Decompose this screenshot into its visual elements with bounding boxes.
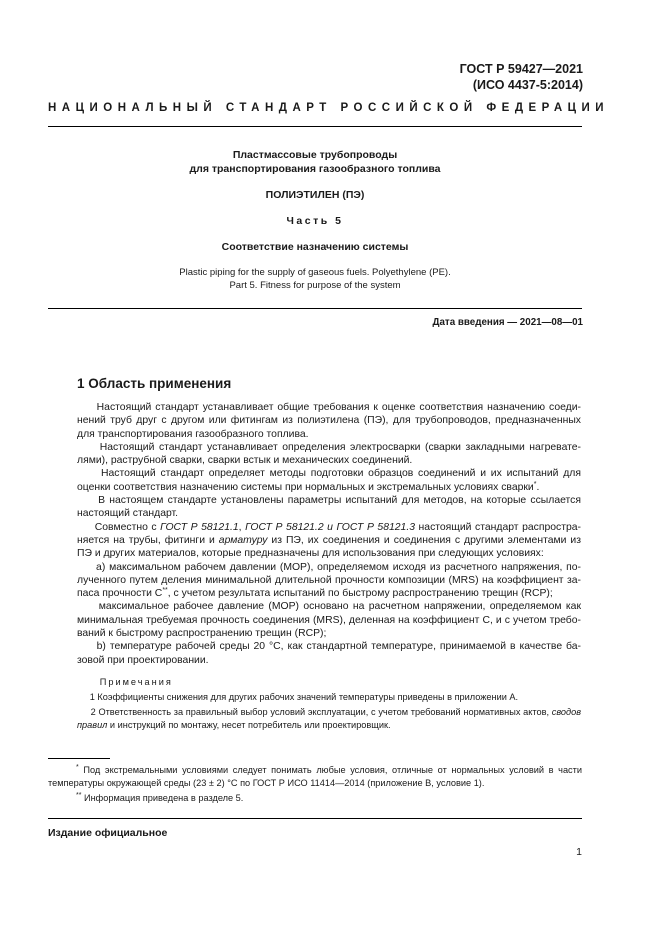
- english-title-line-2: Part 5. Fitness for purpose of the system: [229, 280, 401, 291]
- section-heading: 1 Область применения: [77, 376, 232, 391]
- paragraph-condition-a: а) максимальном рабочем давлении (МОР), определяемом исходя из расчетного напряжения, по-лученного путем деления минимальной длительной прочности композиции (MRS) на коэффициент за-паса прочности С**, с учетом результата испытаний по быстрому распространению трещин (RCP);: [77, 561, 582, 600]
- paragraph-5: Совместно с ГОСТ Р 58121.1, ГОСТ Р 58121.2 и ГОСТ Р 58121.3 настоящий стандарт распростра-няется на трубы, фитинги и арматуру из ПЭ, их соединения и соединения с другими элементами из ПЭ и других материалов, которые предназначены для использования при следующих условиях:: [77, 521, 581, 560]
- title-part: Часть 5: [286, 215, 344, 227]
- note-1: 1 Коэффициенты снижения для других рабочих значений температуры приведены в приложении А.: [89, 692, 519, 702]
- paragraph-1: Настоящий стандарт устанавливает общие требования к оценке соответствия назначению соеди-нений труб друг с другом или фитингам из полиэтилена (ПЭ), для трубопроводов, предназначенных для транспортирования газообразного топлива.: [77, 402, 581, 440]
- notes-heading: Примечания: [99, 677, 173, 687]
- page-number: 1: [576, 846, 582, 858]
- footnote-divider: [48, 758, 110, 759]
- title-material: ПОЛИЭТИЛЕН (ПЭ): [265, 189, 365, 201]
- reference-gost-58121-1[interactable]: ГОСТ Р 58121.1: [160, 521, 239, 533]
- official-edition-label: Издание официальное: [48, 827, 168, 839]
- standard-number: ГОСТ Р 59427—2021: [459, 62, 583, 76]
- title-line-1: Пластмассовые трубопроводы: [232, 149, 398, 161]
- title-subject: Соответствие назначению системы: [221, 241, 409, 253]
- paragraph-condition-a-cont: максимальное рабочее давление (МОР) основано на расчетном напряжении, определяемом как минимальная требуемая прочность соединения (MRS), деленная на коэффициент С, и с учетом требо-ваний к быстрому распространению трещин (RCP);: [77, 601, 581, 640]
- reference-gost-58121-2[interactable]: ГОСТ Р 58121.2: [245, 521, 324, 533]
- footnote-1: * Под экстремальными условиями следует понимать любые условия, отличные от нормальных условий в части температуры окружающей среды (23 ± 2) °С по ГОСТ Р ИСО 11414—2014 (приложение В, условие 1).: [48, 764, 582, 788]
- footnote-2: ** Информация приведена в разделе 5.: [76, 792, 244, 803]
- section-body: [77, 401, 581, 667]
- notes-block: [77, 676, 581, 734]
- footer-divider: [48, 818, 582, 819]
- english-title-line-1: Plastic piping for the supply of gaseous fuels. Polyethylene (PE).: [179, 267, 451, 278]
- paragraph-2: Настоящий стандарт устанавливает определения электросварки (сварки закладными нагревате-лями), раструбной сварки, сварки встык и механических соединений.: [77, 441, 582, 467]
- footnote-ref-2[interactable]: **: [162, 587, 168, 595]
- paragraph-condition-b: b) температуре рабочей среды 20 °С, как стандартной температуре, принимаемой в качестве ба-зовой при проектировании.: [77, 641, 581, 666]
- title-divider: [48, 308, 582, 309]
- english-title: [48, 266, 582, 292]
- introduction-date: Дата введения — 2021—08—01: [432, 317, 583, 328]
- header-divider: [48, 126, 582, 127]
- national-standard-banner: НАЦИОНАЛЬНЫЙ СТАНДАРТ РОССИЙСКОЙ ФЕДЕРАЦИИ: [48, 102, 610, 114]
- footnote-ref-1[interactable]: *: [533, 480, 537, 488]
- title-line-2: для транспортирования газообразного топлива: [189, 163, 441, 175]
- paragraph-4: В настоящем стандарте установлены параметры испытаний для методов, на которые ссылается настоящий стандарт.: [77, 495, 582, 520]
- iso-equivalent: (ИСО 4437-5:2014): [472, 78, 583, 92]
- term-armature: арматуру: [218, 534, 268, 546]
- footnotes-block: [48, 764, 582, 807]
- note-2: 2 Ответственность за правильный выбор условий эксплуатации, с учетом требований нормативных актов, сводов правил и инструкций по монтажу, несет потребитель или проектировщик.: [77, 707, 582, 730]
- paragraph-3: Настоящий стандарт определяет методы подготовки образцов соединений и их испытаний для оценки соответствия назначению системы при нормальных и экстремальных условиях сварки*.: [77, 468, 581, 493]
- standard-code: [460, 61, 583, 93]
- reference-gost-58121-3[interactable]: ГОСТ Р 58121.3: [336, 521, 415, 533]
